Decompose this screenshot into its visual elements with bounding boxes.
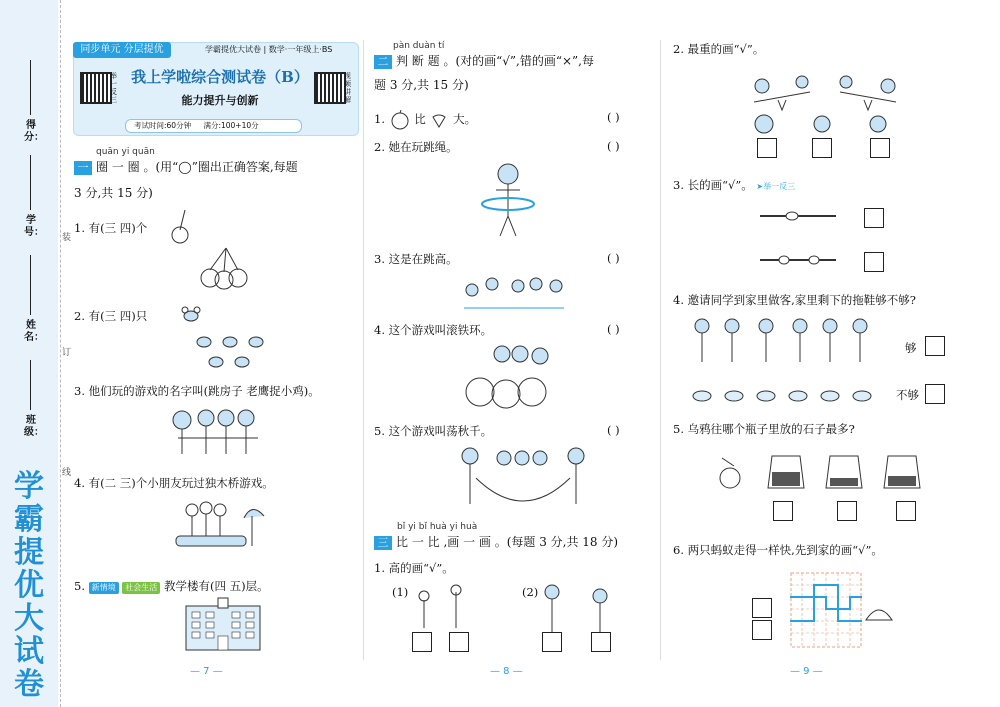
id-line bbox=[30, 155, 31, 210]
cherry-icon bbox=[170, 208, 200, 244]
section1-title: 圈 一 圈 。(用“◯”圈出正确答案,每题 bbox=[96, 160, 298, 174]
hula-hoop-girl-illustration bbox=[478, 160, 538, 240]
brand-logo: 学霸提优大试卷 bbox=[14, 469, 44, 702]
test-title: 我上学啦综合测试卷（B） bbox=[131, 68, 309, 86]
s1-question-5: 5. 新情境 社会生活 教学楼有(四 五)层。 bbox=[74, 579, 269, 593]
section1-heading bbox=[74, 158, 359, 176]
test-subtitle: 能力提升与创新 bbox=[181, 94, 259, 107]
section2-title: 判 断 题 。(对的画“√”,错的画“×”,每 bbox=[396, 54, 594, 68]
section1-title-cont: 3 分,共 15 分) bbox=[74, 186, 153, 200]
ant-maze-grid bbox=[790, 572, 862, 648]
binding-char-1: 装 bbox=[62, 233, 72, 243]
s3-q3-text: 3. 长的画“√”。 bbox=[673, 178, 753, 192]
s3-q2-box-2[interactable] bbox=[812, 138, 832, 158]
s3-q4-box-enough[interactable] bbox=[925, 336, 945, 356]
section2-pinyin: pàn duàn tí bbox=[393, 41, 445, 51]
s3-question-3 bbox=[673, 177, 795, 195]
s3-q1-box-2b[interactable] bbox=[591, 632, 611, 652]
series-label: 学霸提优大试卷 | 数学·一年级上·BS bbox=[205, 45, 333, 54]
flies-illustration bbox=[190, 330, 270, 372]
s3-q5-box-2[interactable] bbox=[837, 501, 857, 521]
children-height-illustration bbox=[540, 582, 610, 634]
id-label: 学号： bbox=[24, 215, 44, 238]
s2-question-1 bbox=[374, 110, 476, 130]
exam-time: 考试时间:60分钟 bbox=[134, 121, 192, 130]
s2-answer-5[interactable]: ( ) bbox=[607, 423, 620, 437]
slippers-illustration bbox=[690, 386, 890, 406]
s2-q1-end: 大。 bbox=[453, 112, 477, 126]
social-life-chip: 社会生活 bbox=[122, 582, 160, 594]
enough-label: 够 bbox=[905, 341, 917, 355]
exam-info-bar bbox=[125, 119, 302, 133]
s3-q2-box-3[interactable] bbox=[870, 138, 890, 158]
section3-pinyin: bǐ yi bǐ huà yi huà bbox=[397, 522, 478, 532]
s3-q4-box-not-enough[interactable] bbox=[925, 384, 945, 404]
column-divider bbox=[363, 40, 365, 660]
new-context-chip: 新情境 bbox=[89, 582, 119, 594]
s3-q3-box-2[interactable] bbox=[864, 252, 884, 272]
s2-answer-2[interactable]: ( ) bbox=[607, 139, 620, 153]
section1-pinyin: quān yi quān bbox=[96, 147, 155, 157]
s2-q1-compare: 比 bbox=[414, 112, 426, 126]
s2-question-4: 4. 这个游戏叫滚铁环。 bbox=[374, 323, 493, 337]
s3-question-2: 2. 最重的画“√”。 bbox=[673, 42, 765, 56]
s2-question-3: 3. 这是在跳高。 bbox=[374, 252, 458, 266]
section1-badge: 一 bbox=[74, 161, 92, 175]
s3-q2-box-1[interactable] bbox=[757, 138, 777, 158]
s1-question-5-text: 教学楼有(四 五)层。 bbox=[163, 579, 269, 593]
s3-q1-box-1b[interactable] bbox=[449, 632, 469, 652]
page-number-9: — 9 — bbox=[790, 666, 823, 677]
s3-q3-tip: ➤举一反三 bbox=[756, 182, 796, 191]
s3-question-5: 5. 乌鸦往哪个瓶子里放的石子最多? bbox=[673, 422, 855, 436]
exam-score: 满分:100+10分 bbox=[203, 121, 259, 130]
qr-code-left[interactable] bbox=[80, 72, 112, 104]
name-line bbox=[30, 255, 31, 315]
s3-question-1: 1. 高的画“√”。 bbox=[374, 561, 454, 575]
section3-badge: 三 bbox=[374, 536, 392, 550]
qr-code-right[interactable] bbox=[314, 72, 346, 104]
seesaw-illustration bbox=[750, 72, 900, 112]
s3-q5-box-1[interactable] bbox=[773, 501, 793, 521]
score-label: 得分： bbox=[24, 120, 44, 143]
s3-question-6: 6. 两只蚂蚁走得一样快,先到家的画“√”。 bbox=[673, 543, 883, 557]
page-number-7: — 7 — bbox=[190, 666, 223, 677]
section3-title: 比 一 比 ,画 一 画 。(每题 3 分,共 18 分) bbox=[396, 535, 619, 549]
flowers-illustration bbox=[410, 584, 470, 632]
page-number-8: — 8 — bbox=[490, 666, 523, 677]
unit-tag: 同步单元 分层提优 bbox=[73, 42, 171, 58]
fly-icon bbox=[178, 304, 204, 324]
qr-left-caption: 举一反三 bbox=[110, 72, 117, 104]
s3-q6-box-2[interactable] bbox=[752, 620, 772, 640]
s3-q3-box-1[interactable] bbox=[864, 208, 884, 228]
s2-answer-3[interactable]: ( ) bbox=[607, 251, 620, 265]
cherries-illustration bbox=[198, 246, 250, 292]
s2-answer-4[interactable]: ( ) bbox=[607, 322, 620, 336]
s3-q1-box-2a[interactable] bbox=[542, 632, 562, 652]
s1-question-4: 4. 有(二 三)个小朋友玩过独木桥游戏。 bbox=[74, 476, 274, 490]
children-game-illustration bbox=[168, 404, 268, 464]
s1-question-2: 2. 有(三 四)只 bbox=[74, 309, 148, 323]
crow-jars-illustration bbox=[712, 448, 932, 494]
strawberry-icon bbox=[429, 111, 449, 129]
class-line bbox=[30, 360, 31, 410]
s3-q1-part2: (2) bbox=[522, 585, 539, 599]
s3-q6-box-1[interactable] bbox=[752, 598, 772, 618]
binding-line bbox=[60, 0, 61, 707]
section2-heading bbox=[374, 52, 659, 70]
s3-q1-box-1a[interactable] bbox=[412, 632, 432, 652]
score-line bbox=[30, 60, 31, 115]
s2-q1-number: 1. bbox=[374, 112, 385, 126]
jump-rope-illustration bbox=[456, 444, 596, 510]
ropes-illustration bbox=[758, 208, 838, 268]
log-bridge-illustration bbox=[172, 496, 272, 560]
school-building-illustration bbox=[176, 596, 276, 654]
animals-illustration bbox=[752, 112, 892, 136]
binding-char-3: 线 bbox=[62, 468, 72, 478]
high-jump-illustration bbox=[458, 272, 568, 312]
apple-icon bbox=[389, 110, 411, 130]
s1-question-3: 3. 他们玩的游戏的名字叫(跳房子 老鹰捉小鸡)。 bbox=[74, 384, 320, 398]
ant-home-icon bbox=[862, 600, 896, 624]
s2-question-2: 2. 她在玩跳绳。 bbox=[374, 140, 458, 154]
binding-char-2: 订 bbox=[62, 348, 72, 358]
s1-question-1: 1. 有(三 四)个 bbox=[74, 221, 148, 235]
margin-strip bbox=[0, 0, 58, 707]
column-divider bbox=[660, 40, 662, 660]
name-label: 姓名： bbox=[24, 320, 44, 343]
s3-question-4: 4. 邀请同学到家里做客,家里剩下的拖鞋够不够? bbox=[673, 293, 916, 307]
class-label: 班级： bbox=[24, 415, 44, 438]
section3-heading bbox=[374, 533, 659, 551]
s3-q1-part1: (1) bbox=[392, 585, 409, 599]
s2-question-5: 5. 这个游戏叫荡秋千。 bbox=[374, 424, 493, 438]
hoop-rolling-illustration bbox=[462, 342, 572, 412]
s2-answer-1[interactable]: ( ) bbox=[607, 110, 620, 124]
not-enough-label: 不够 bbox=[896, 388, 919, 402]
section2-title-cont: 题 3 分,共 15 分) bbox=[374, 78, 469, 92]
s3-q5-box-3[interactable] bbox=[896, 501, 916, 521]
qr-right-caption: 视频讲解 bbox=[344, 72, 351, 104]
classmates-illustration bbox=[690, 316, 890, 366]
section2-badge: 二 bbox=[374, 55, 392, 69]
